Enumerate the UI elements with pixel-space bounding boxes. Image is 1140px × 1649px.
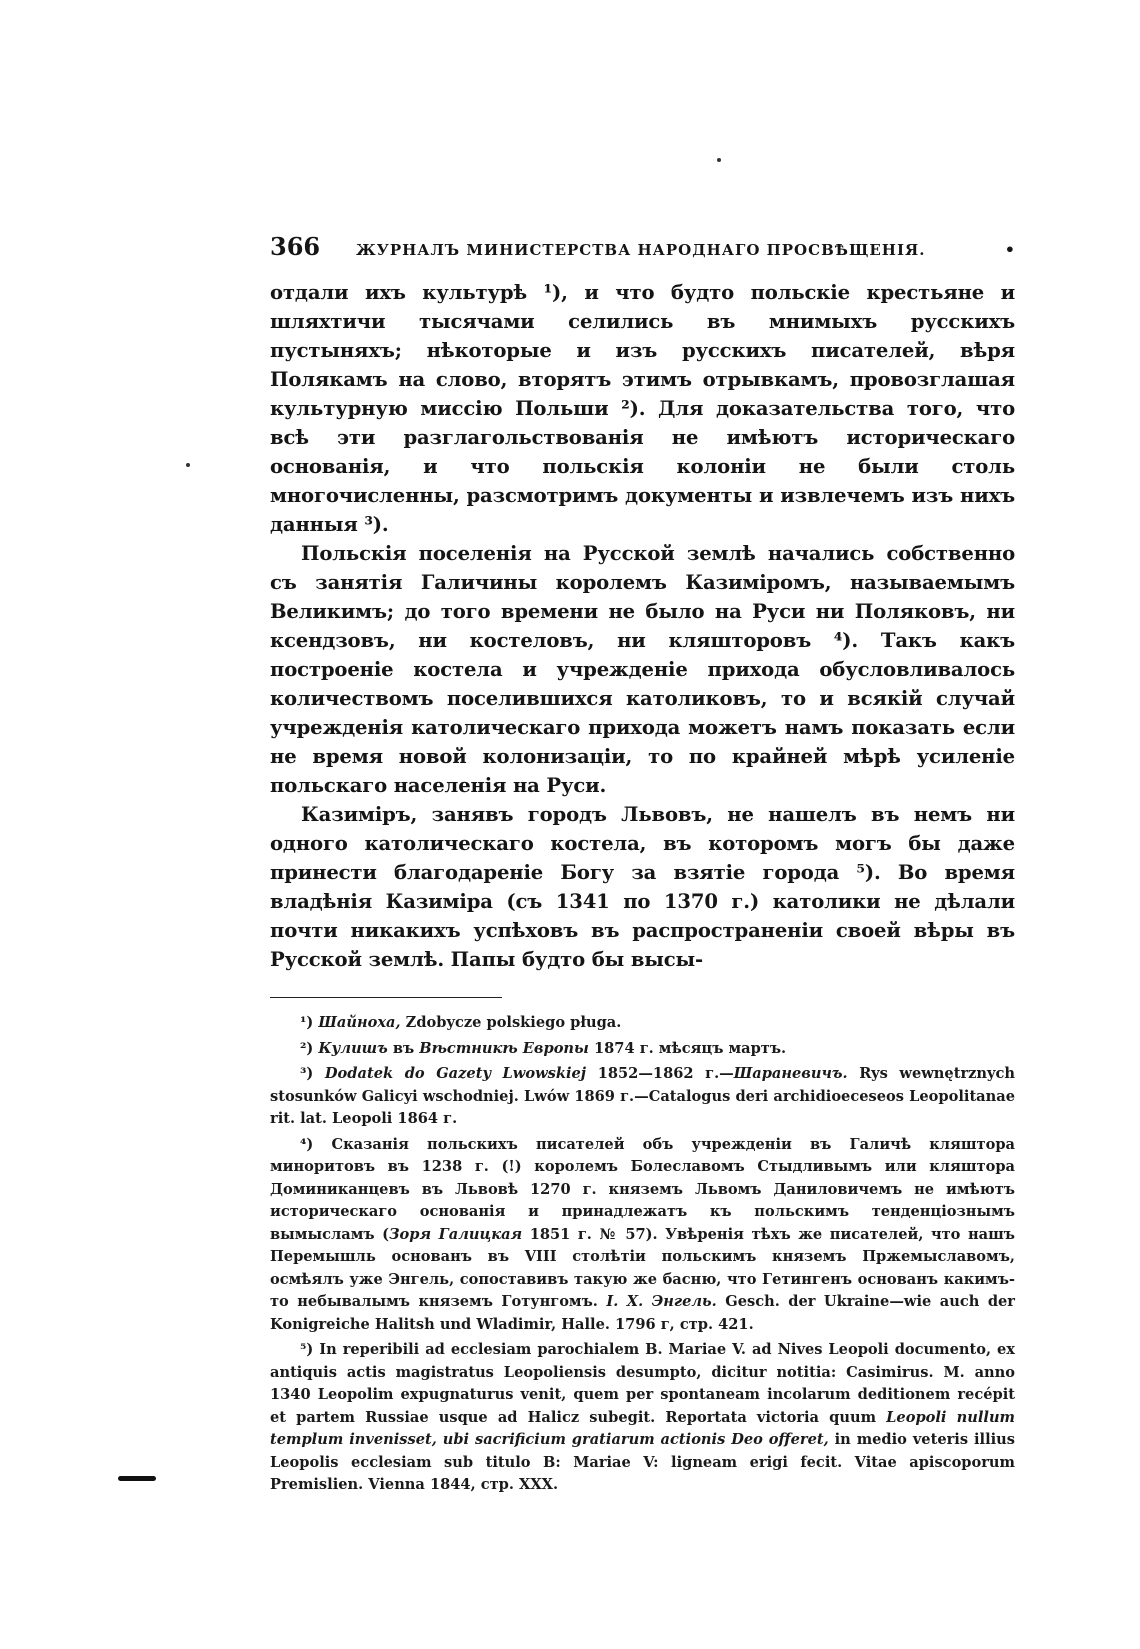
footnote-journal: Вѣстникѣ Европы	[419, 1039, 589, 1057]
footnote-3	[270, 1063, 1015, 1131]
footnote-2	[270, 1038, 1015, 1061]
footnote-mark: ¹)	[300, 1014, 314, 1031]
scan-speck	[186, 463, 190, 467]
footnote-quote: Leopoli nullum templum invenisset, ubi sacrificium gratiarum actionis Deo offeret,	[270, 1408, 1015, 1448]
running-title: ЖУРНАЛЪ МИНИСТЕРСТВА НАРОДНАГО ПРОСВѢЩЕНІЯ.	[356, 241, 926, 259]
footnote-mark: ⁵)	[300, 1341, 314, 1358]
page-number: 366	[270, 232, 321, 261]
main-text	[270, 278, 1015, 974]
footnote-text: 1874 г. мѣсяцъ мартъ.	[594, 1039, 787, 1057]
footnote-source: Зоря Галицкая	[389, 1225, 523, 1243]
footnote-mark: ⁴)	[300, 1135, 314, 1153]
paragraph: отдали ихъ культурѣ ¹), и что будто польскіе крестьяне и шляхтичи тысячами селились въ мнимыхъ русскихъ пустыняхъ; нѣкоторые и изъ русскихъ писателей, вѣря Полякамъ на слово, вторятъ этимъ отрывкамъ, провозглашая культурную миссію Польши ²). Для доказательства того, что всѣ эти разглагольствованія не имѣютъ историческаго основанія, и что польскія колоніи не были столь многочисленны, разсмотримъ документы и извлечемъ изъ нихъ данныя ³).	[270, 281, 1015, 536]
footnote-mark: ²)	[300, 1039, 314, 1057]
running-header	[270, 232, 1015, 272]
book-page	[270, 232, 1015, 1500]
footnote-separator	[270, 997, 502, 998]
header-mark: •	[1004, 240, 1015, 259]
footnote-1	[270, 1012, 1015, 1035]
footnote-author: Шайноха,	[318, 1014, 401, 1031]
footnote-4	[270, 1134, 1015, 1337]
scan-margin-mark	[118, 1476, 156, 1481]
footnote-author: Шараневичъ.	[733, 1065, 848, 1082]
footnote-text: 1852—1862 г.—	[597, 1065, 734, 1082]
footnote-text: въ	[392, 1039, 415, 1057]
footnote-text: 1851 г. № 57). Увѣренія тѣхъ же писателей, что нашъ Перемышль основанъ въ VIII столѣтіи польскимъ княземъ Пржемыславомъ, осмѣялъ уже Энгель, сопоставивъ такую же басню, что Гетингенъ основанъ какимъ-то небывалымъ княземъ Готунгомъ.	[270, 1225, 1015, 1310]
footnote-text: Сказанія польскихъ писателей объ учрежденіи въ Галичѣ кляштора миноритовъ въ 1238 г. (!) королемъ Болеславомъ Стыдливымъ или кляштора Доминиканцевъ въ Львовѣ 1270 г. княземъ Львомъ Даниловичемъ не имѣютъ историческаго основанія и принадлежатъ къ польскимъ тенденціознымъ вымысламъ (	[270, 1135, 1015, 1243]
paragraph: Казиміръ, занявъ городъ Львовъ, не нашелъ въ немъ ни одного католическаго костела, въ которомъ могъ бы даже принести благодареніе Богу за взятіе города ⁵). Во время владѣнія Казиміра (съ 1341 по 1370 г.) католики не дѣлали почти никакихъ успѣховъ въ распространеніи своей вѣры въ Русской землѣ. Папы будто бы высы-	[270, 803, 1015, 971]
footnote-title: Dodatek do Gazety Lwowskiej	[324, 1065, 587, 1082]
footnote-author: Кулишъ	[318, 1039, 388, 1057]
footnote-text: Rys wewnętrznych stosunków Galicyi wschodniej. Lwów 1869 г.—Catalogus deri archidioeceseos Leopolitanae rit. lat. Leopoli 1864 г.	[270, 1065, 1016, 1127]
footnotes	[270, 1012, 1015, 1497]
footnote-text: Gesch. der Ukraine—wie auch der Konigreiche Halitsh und Wladimir, Halle. 1796 г, стр. 421.	[270, 1293, 1015, 1333]
paragraph: Польскія поселенія на Русской землѣ начались собственно съ занятія Галичины королемъ Казиміромъ, называемымъ Великимъ; до того времени не было на Руси ни Поляковъ, ни ксендзовъ, ни костеловъ, ни кляшторовъ ⁴). Такъ какъ построеніе костела и учрежденіе прихода обусловливалось количествомъ поселившихся католиковъ, то и всякій случай учрежденія католическаго прихода можетъ намъ показать если не время новой колонизаціи, то по крайней мѣрѣ усиленіе польскаго населенія на Руси.	[270, 542, 1015, 797]
scan-speck	[717, 158, 721, 162]
footnote-5	[270, 1339, 1015, 1497]
footnote-text: In reperibili ad ecclesiam parochialem B. Mariae V. ad Nives Leopoli documento, ex antiquis actis magistratus Leopoliensis desumpto, dicitur notitia: Casimirus. M. anno 1340 Leopolim expugnaturus venit, quem per spontaneam incolarum deditionem recépit et partem Russiae usque ad Halicz subegit. Reportata victoria quum	[270, 1341, 1015, 1426]
footnote-mark: ³)	[300, 1065, 314, 1082]
footnote-text: in medio veteris illius Leopolis ecclesiam sub titulo B: Mariae V: ligneam erigi fecit. Vitae apiscoporum Premislien. Vienna 1844, стр. XXX.	[270, 1431, 1015, 1493]
footnote-text: Zdobycze polskiego pługa.	[405, 1014, 622, 1031]
footnote-author: І. Х. Энгель.	[606, 1293, 717, 1310]
